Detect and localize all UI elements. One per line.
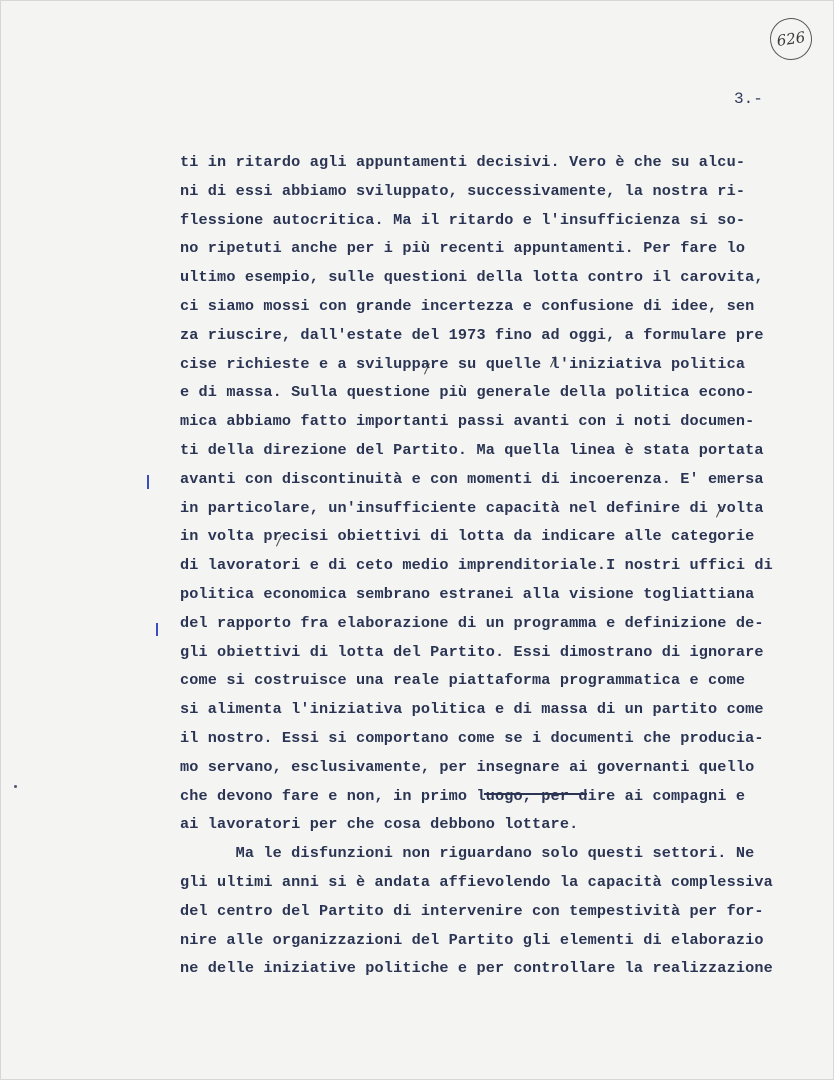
text-line: del centro del Partito di intervenire con tempestività per for- <box>180 901 764 920</box>
text-line: ne delle iniziative politiche e per controllare la realizzazione <box>180 959 773 978</box>
text-line: cise richieste e a sviluppare su quelle l'iniziativa politica <box>180 354 746 373</box>
text-line: ni di essi abbiamo sviluppato, successivamente, la nostra ri- <box>180 181 746 200</box>
text-line: in particolare, un'insufficiente capacità nel definire di volta <box>180 498 764 517</box>
page-number: 3.- <box>734 90 763 108</box>
text-line: il nostro. Essi si comportano come se i documenti che produciа- <box>180 728 764 747</box>
text-line: ultimo esempio, sulle questioni della lotta contro il carovita, <box>180 268 764 287</box>
margin-dot <box>14 785 17 788</box>
text-line: ti in ritardo agli appuntamenti decisivi. Vero è che su alcu- <box>180 153 746 171</box>
text-line: za riuscire, dall'estate del 1973 fino ad oggi, a formulare pre <box>180 325 764 344</box>
text-line: ci siamo mossi con grande incertezza e confusione di idee, sen <box>180 296 755 315</box>
archive-number-stamp <box>767 15 814 62</box>
text-line: gli ultimi anni si è andata affievolendo la capacità complessiva <box>180 872 773 891</box>
text-line: Ma le disfunzioni non riguardano solo questi settori. Ne <box>180 844 755 863</box>
text-line: no ripetuti anche per i più recenti appuntamenti. Per fare lo <box>180 239 746 258</box>
text-line: ai lavoratori per che cosa debbono lottare. <box>180 815 579 834</box>
text-line: si alimenta l'iniziativa politica e di massa di un partito come <box>180 700 764 719</box>
margin-mark <box>156 623 158 636</box>
text-line: avanti con discontinuità e con momenti di incoerenza. E' emersa <box>180 469 764 488</box>
text-line: e di massa. Sulla questione più generale della politica econo- <box>180 383 755 402</box>
text-line: come si costruisce una reale piattaforma programmatica e come <box>180 671 746 690</box>
text-line: di lavoratori e di ceto medio imprenditoriale.I nostri uffici di <box>180 556 773 575</box>
text-line: gli obiettivi di lotta del Partito. Essi dimostrano di ignorare <box>180 642 764 661</box>
text-line: del rapporto fra elaborazione di un programma e definizione de- <box>180 613 764 632</box>
text-line: politica economica sembrano estranei alla visione togliattiana <box>180 584 755 603</box>
typed-text-body <box>180 148 820 983</box>
text-line: mo servano, esclusivamente, per insegnare ai governanti quello <box>180 757 755 776</box>
text-line: nire alle organizzazioni del Partito gli elementi di elaborazio <box>180 930 764 949</box>
text-line: mica abbiamo fatto importanti passi avanti con i noti documen- <box>180 412 755 431</box>
text-line: che devono fare e non, in primo luogo, per dire ai compagni e <box>180 786 746 805</box>
archive-number: 626 <box>775 28 807 50</box>
text-line: ti della direzione del Partito. Ma quella linea è stata portata <box>180 440 764 459</box>
margin-mark <box>147 475 149 489</box>
text-line: in volta precisi obiettivi di lotta da indicare alle categorie <box>180 527 755 546</box>
text-line: flessione autocritica. Ma il ritardo e l'insufficienza si so- <box>180 210 746 229</box>
